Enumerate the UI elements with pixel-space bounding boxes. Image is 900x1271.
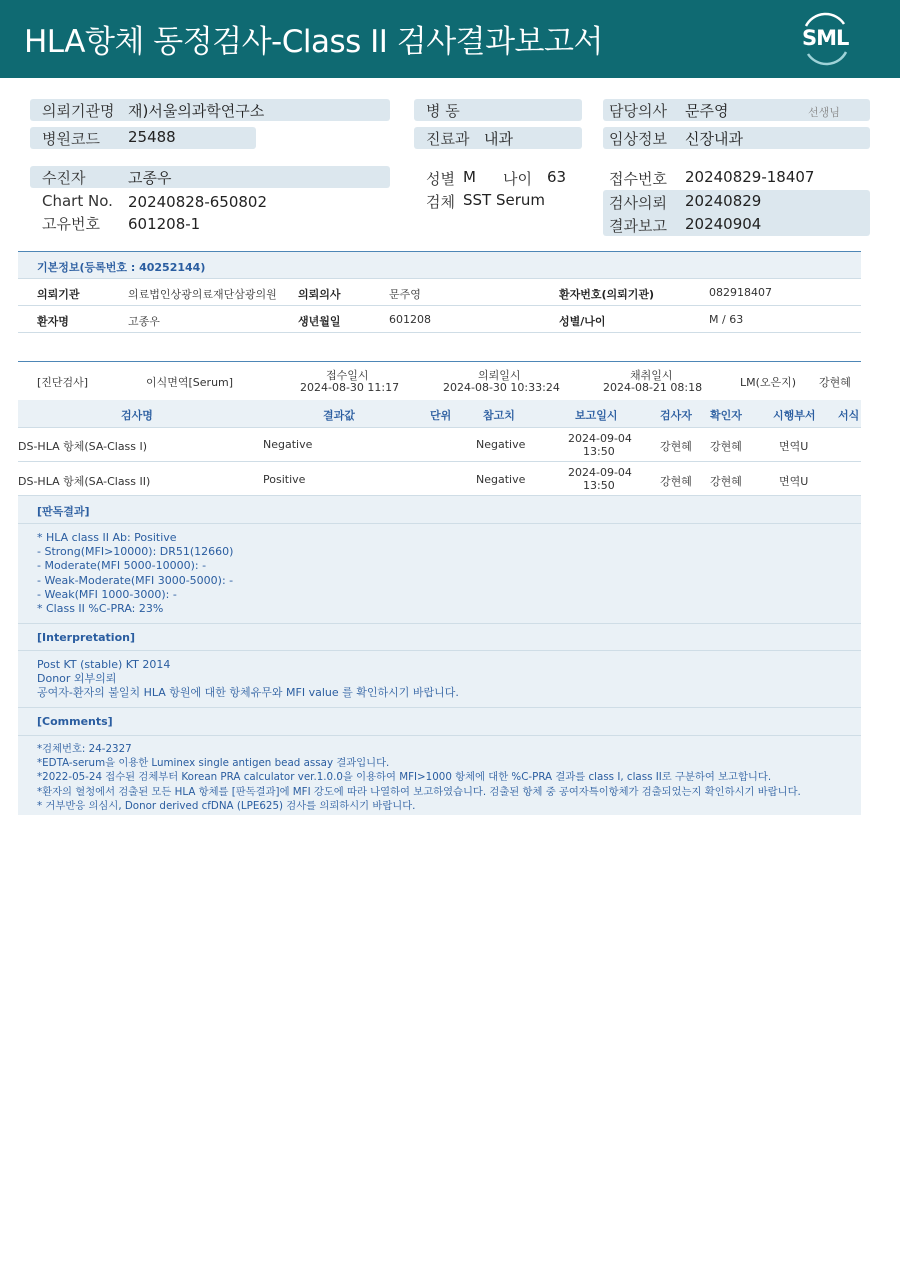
th-report-date: 보고일시 [575,409,618,422]
diag-lm: LM(오은지) [740,376,797,389]
clinical-value: 신장내과 [685,130,743,148]
basic-sexage-label: 성별/나이 [559,315,606,328]
basic-org-value: 의료법인상광의료재단삼광의원 [128,288,277,301]
age-value: 63 [547,168,567,186]
basic-info-title: 기본정보(등록번호 : 40252144) [37,261,206,274]
dept-value: 내과 [484,130,513,148]
doctor-suffix: 선생님 [808,106,840,119]
interpretation-line: 공여자-환자의 불일치 HLA 항원에 대한 항체유무와 MFI value 를 확인하시기 바랍니다. [37,686,459,700]
diag-recv-value: 2024-08-30 11:17 [300,381,400,394]
th-test-name: 검사명 [121,409,153,422]
diag-label: [진단검사] [37,376,89,389]
comments-body [37,742,801,813]
basic-dob-value: 601208 [389,313,431,326]
divider [18,332,861,333]
hosp-code-label: 병원코드 [42,130,100,148]
divider [18,623,861,624]
row-date: 2024-09-04 [568,432,632,445]
receipt-value: 20240829-18407 [685,168,815,186]
report-title: HLA항체 동정검사-Class II 검사결과보고서 [24,24,603,60]
divider [18,650,861,651]
chart-label: Chart No. [42,192,113,210]
basic-doctor-label: 의뢰의사 [298,288,341,301]
request-label: 검사의뢰 [609,194,667,212]
patient-label: 수진자 [42,169,86,187]
basic-name-label: 환자명 [37,315,69,328]
row-time: 13:50 [583,479,615,492]
sml-logo [796,12,856,66]
judgement-line: * Class II %C-PRA: 23% [37,602,164,616]
basic-pid-label: 환자번호(의뢰기관) [559,288,655,301]
chart-value: 20240828-650802 [128,193,268,211]
comments-title: [Comments] [37,715,113,728]
diag-coll-value: 2024-08-21 08:18 [603,381,703,394]
patient-value: 고종우 [128,169,172,187]
diag-req-value: 2024-08-30 10:33:24 [443,381,560,394]
comment-line: *환자의 혈청에서 검출된 모든 HLA 항체를 [판독결과]에 MFI 강도에 따라 나열하여 보고하였습니다. 검출된 항체 중 공여자특이항체가 검출되었는지 확인하시기 바랍니다. [37,785,801,798]
judgement-line: * HLA class II Ab: Positive [37,531,177,544]
divider [18,523,861,524]
req-org-value: 재)서울의과학연구소 [128,102,265,120]
judgement-line: - Moderate(MFI 5000-10000): - [37,559,207,573]
report-value: 20240904 [685,215,762,233]
row-test-name: DS-HLA 항체(SA-Class I) [18,440,148,453]
diag-person: 강현혜 [819,376,851,389]
divider [18,707,861,708]
judgement-line: - Weak(MFI 1000-3000): - [37,587,177,601]
th-checker: 확인자 [710,409,742,422]
judgement-body [37,531,233,616]
row-dept: 면역U [779,440,809,453]
doctor-label: 담당의사 [609,102,667,120]
basic-dob-label: 생년월일 [298,315,341,328]
row-ref: Negative [476,438,526,451]
diag-recv-label: 접수일시 [326,369,369,382]
row-test-name: DS-HLA 항체(SA-Class II) [18,475,151,488]
judgement-line: - Weak-Moderate(MFI 3000-5000): - [37,573,234,587]
row-checker: 강현혜 [710,475,742,488]
basic-sexage-value: M / 63 [709,313,744,326]
receipt-label: 접수번호 [609,170,667,188]
specimen-value: SST Serum [463,191,546,209]
interpretation-line: Donor 외부의뢰 [37,672,117,686]
divider [18,427,861,428]
row-time: 13:50 [583,445,615,458]
interpretation-title: [Interpretation] [37,631,135,644]
req-org-label: 의뢰기관명 [42,102,115,120]
basic-pid-value: 082918407 [709,286,772,299]
sex-label: 성별 [426,170,455,188]
comment-line: *검체번호: 24-2327 [37,743,132,755]
interpretation-line: Post KT (stable) KT 2014 [37,658,171,671]
row-dept: 면역U [779,475,809,488]
row-checker: 강현혜 [710,440,742,453]
th-result: 결과값 [323,409,355,422]
basic-org-label: 의뢰기관 [37,288,80,301]
uid-label: 고유번호 [42,215,100,233]
sex-value: M [463,168,476,186]
diag-coll-label: 채취일시 [630,369,673,382]
row-date: 2024-09-04 [568,466,632,479]
judgement-line: - Strong(MFI>10000): DR51(12660) [37,545,234,559]
clinical-label: 임상정보 [609,130,667,148]
row-tester: 강현혜 [660,440,692,453]
th-tester: 검사자 [660,409,692,422]
th-form: 서식 [838,409,860,422]
th-dept: 시행부서 [773,409,816,422]
request-value: 20240829 [685,192,762,210]
row-ref: Negative [476,473,526,486]
diag-top-rule [18,361,861,362]
judgement-title: [판독결과] [37,505,90,518]
comment-line: *EDTA-serum을 이용한 Luminex single antigen bead assay 결과입니다. [37,757,390,770]
row-result: Negative [263,438,313,451]
th-unit: 단위 [430,409,452,422]
dept-label: 진료과 [426,130,470,148]
doctor-value: 문주영 [685,102,729,120]
comment-line: * 거부반응 의심시, Donor derived cfDNA (LPE625) 검사를 의뢰하시기 바랍니다. [37,799,416,812]
divider [18,461,861,462]
diag-req-label: 의뢰일시 [478,369,521,382]
report-label: 결과보고 [609,217,667,235]
row-tester: 강현혜 [660,475,692,488]
basic-name-value: 고종우 [128,315,160,328]
logo-text: SML [802,26,849,50]
uid-value: 601208-1 [128,215,201,233]
specimen-label: 검체 [426,193,455,211]
th-ref: 참고치 [483,409,515,422]
divider [18,278,861,279]
basic-doctor-value: 문주영 [389,288,421,301]
age-label: 나이 [503,170,532,188]
divider [18,305,861,306]
diag-dept: 이식면역[Serum] [146,376,234,389]
row-result: Positive [263,473,306,486]
ward-label: 병 동 [426,102,460,120]
divider [18,735,861,736]
interpretation-body [37,658,459,701]
comment-line: *2022-05-24 접수된 검체부터 Korean PRA calculator ver.1.0.0을 이용하여 MFI>1000 항체에 대한 %C-PRA 결과를 class I, class II로 구분하여 보고합니다. [37,771,772,784]
report-header [0,0,900,78]
hosp-code-value: 25488 [128,128,176,146]
